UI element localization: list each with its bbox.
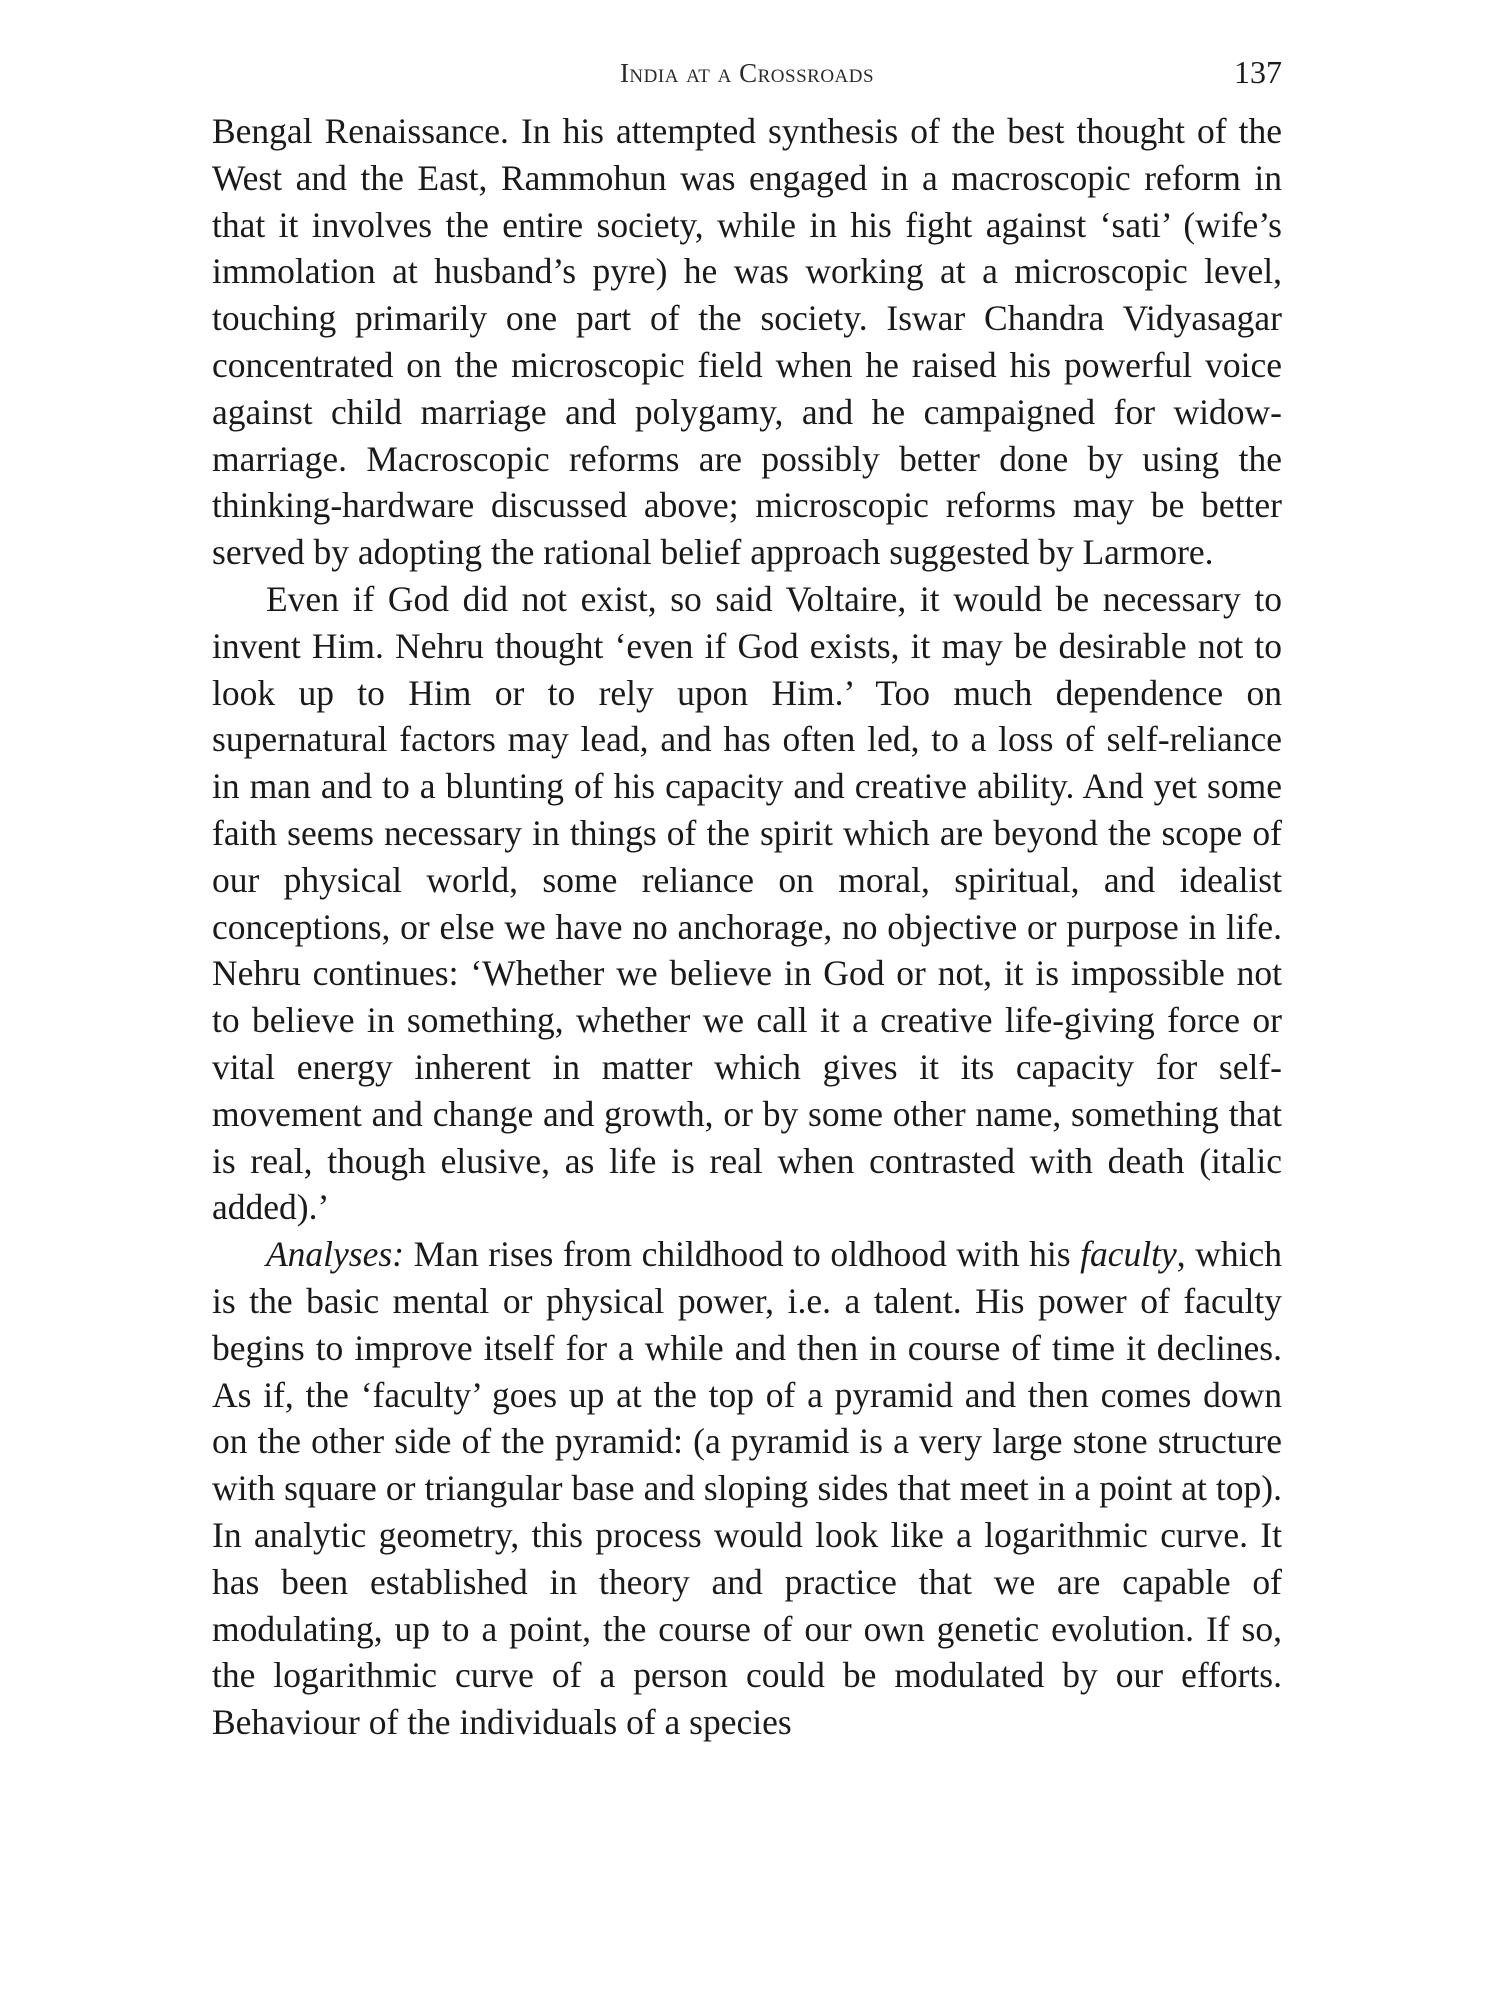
running-title: India at a Crossroads xyxy=(619,58,875,88)
paragraph-1: Bengal Renaissance. In his attempted synthesis of the best thought of the West and the East, Rammohun was engaged in a macroscopic reform in that it involves the entire society, while in his fight against ‘sati’ (wife’s immolation at husband’s pyre) he was working at a microscopic level, touching primarily one part of the society. Iswar Chandra Vidyasagar concentrated on the microscopic field when he raised his powerful voice against child marriage and polygamy, and he campaigned for widow-marriage. Macroscopic reforms are possibly better done by using the thinking-hardware discussed above; microscopic reforms may be better served by adopting the rational belief approach suggested by Larmore. xyxy=(212,111,1282,573)
body-text xyxy=(212,108,1282,1746)
paragraph-3-text-b: , which is the basic mental or physical power, i.e. a talent. His power of faculty begins to improve itself for a while and then in course of time it declines. As if, the ‘faculty’ goes up at the top of a pyramid and then comes down on the other side of the pyramid: (a pyramid is a very large stone structure with square or triangular base and sloping sides that meet in a point at top). In analytic geometry, this process would look like a logarithmic curve. It has been established in theory and practice that we are capable of modulating, up to a point, the course of our own genetic evolution. If so, the logarithmic curve of a person could be modulated by our efforts. Behaviour of the individuals of a species xyxy=(212,1234,1282,1743)
analyses-label: Analyses: xyxy=(266,1234,405,1275)
page-number: 137 xyxy=(1234,54,1282,90)
running-head xyxy=(212,50,1282,100)
faculty-term: faculty xyxy=(1080,1234,1177,1275)
paragraph-3 xyxy=(212,1231,1282,1746)
paragraph-2: Even if God did not exist, so said Voltaire, it would be necessary to invent Him. Nehru thought ‘even if God exists, it may be desirable not to look up to Him or to rely upon Him.’ Too much dependence on supernatural factors may lead, and has often led, to a loss of self-reliance in man and to a blunting of his capacity and creative ability. And yet some faith seems necessary in things of the spirit which are beyond the scope of our physical world, some reliance on moral, spiritual, and idealist conceptions, or else we have no anchorage, no objective or purpose in life. Nehru continues: ‘Whether we believe in God or not, it is impossible not to believe in something, whether we call it a creative life-giving force or vital energy inherent in matter which gives it its capacity for self-movement and change and growth, or by some other name, something that is real, though elusive, as life is real when contrasted with death (italic added).’ xyxy=(212,578,1282,1228)
book-page xyxy=(212,50,1282,1746)
paragraph-3-text-a: Man rises from childhood to oldhood with his xyxy=(404,1234,1081,1275)
